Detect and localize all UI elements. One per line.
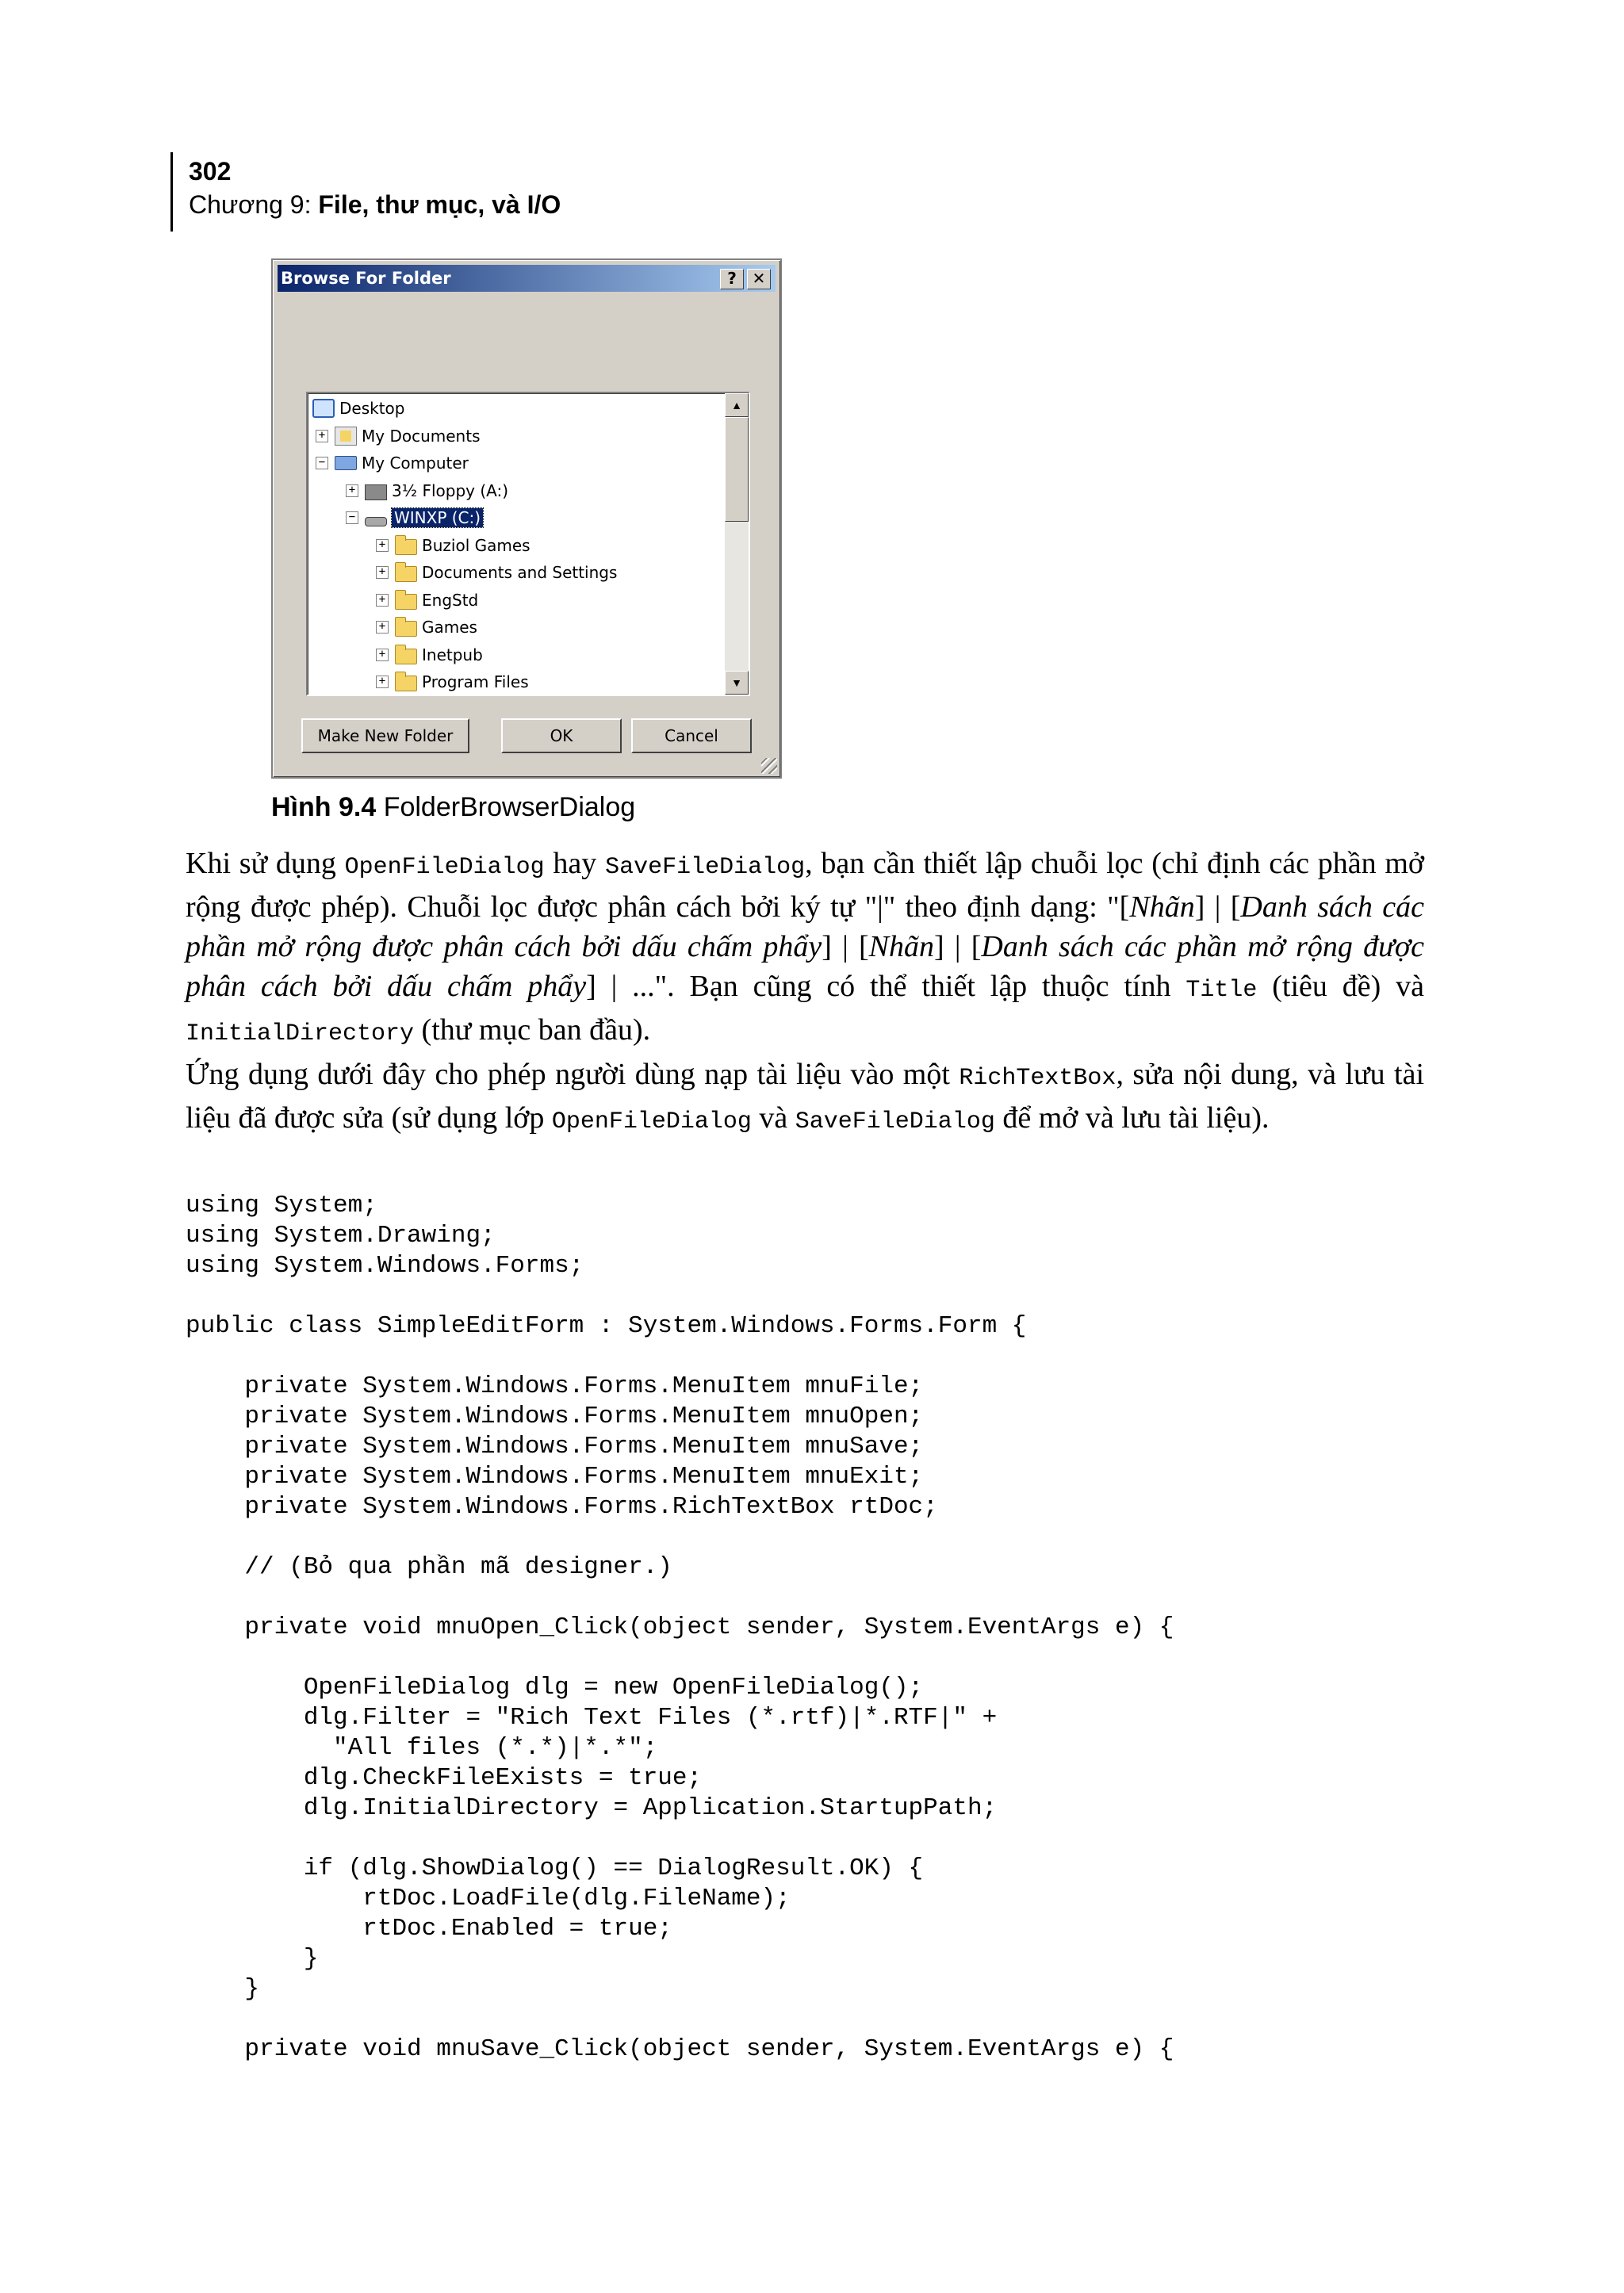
tree-item-label: My Computer xyxy=(362,454,469,473)
help-button[interactable]: ? xyxy=(720,269,744,289)
tree-item[interactable] xyxy=(316,423,480,450)
text-run: và xyxy=(751,1101,795,1135)
floppy-icon xyxy=(365,484,387,500)
dialog-titlebar xyxy=(278,265,776,292)
folder-icon xyxy=(395,621,417,637)
code-listing: using System; using System.Drawing; using System.Windows.Forms; public class SimpleEditForm : System.Windows.Forms.Form { private System.Windows.Forms.MenuItem mnuFile; private System.Windows.Forms.MenuItem mnuOpen; private System.Windows.Forms.MenuItem mnuSave; private System.Windows.Forms.MenuItem mnuExit; private System.Windows.Forms.RichTextBox rtDoc; // (Bỏ qua phần mã designer.) private void mnuOpen_Click(object sender, System.EventArgs e) { OpenFileDialog dlg = new OpenFileDialog(); dlg.Filter = "Rich Text Files (*.rtf)|*.RTF|" + "All files (*.*)|*.*"; dlg.CheckFileExists = true; dlg.InitialDirectory = Application.StartupPath; if (dlg.ShowDialog() == DialogResult.OK) { rtDoc.LoadFile(dlg.FileName); rtDoc.Enabled = true; } } private void mnuSave_Click(object sender, System.EventArgs e) { xyxy=(186,1192,1174,2063)
tree-item[interactable] xyxy=(376,641,483,668)
text-run: Khi sử dụng xyxy=(186,847,345,880)
chapter-title: File, thư mục, và I/O xyxy=(318,190,561,219)
tree-item[interactable] xyxy=(376,668,529,695)
make-new-folder-button[interactable]: Make New Folder xyxy=(301,718,469,753)
docs-icon xyxy=(335,427,357,446)
tree-item[interactable] xyxy=(376,587,478,614)
close-button[interactable]: ✕ xyxy=(747,269,771,289)
inline-code: SaveFileDialog xyxy=(795,1108,995,1135)
italic-text: Danh sách các phần mở rộng được phân cách bởi dấu chấm phẩy xyxy=(186,930,1424,1003)
cancel-button[interactable]: Cancel xyxy=(631,718,752,753)
browse-folder-dialog xyxy=(271,258,782,779)
text-run: , sửa nội dung, và lưu tài liệu đã được sửa (sử dụng lớp xyxy=(186,1058,1425,1135)
tree-item[interactable] xyxy=(312,395,404,422)
expand-icon[interactable]: + xyxy=(376,621,389,634)
inline-code: SaveFileDialog xyxy=(605,854,806,881)
caption-text: FolderBrowserDialog xyxy=(376,792,636,822)
text-run: ] | [ xyxy=(933,930,982,963)
inline-code: Title xyxy=(1185,977,1258,1004)
expand-icon[interactable]: + xyxy=(376,594,389,607)
inline-code: InitialDirectory xyxy=(186,1020,415,1047)
folder-icon xyxy=(395,539,417,555)
chapter-heading xyxy=(189,187,726,222)
tree-item-label: Games xyxy=(422,618,477,637)
inline-code: OpenFileDialog xyxy=(551,1108,752,1135)
text-run: (tiêu đề) và xyxy=(1257,970,1424,1003)
tree-item-label: Desktop xyxy=(339,399,405,418)
text-run: để mở và lưu tài liệu). xyxy=(994,1101,1270,1135)
folder-icon xyxy=(395,566,417,582)
dialog-title: Browse For Folder xyxy=(281,269,451,288)
page-header xyxy=(170,152,726,232)
tree-item-label: 3½ Floppy (A:) xyxy=(392,480,509,500)
tree-item[interactable] xyxy=(346,504,483,531)
text-run: Ứng dụng dưới đây cho phép người dùng nạp tài liệu vào một xyxy=(186,1058,959,1091)
text-run: ] | [ xyxy=(1194,890,1241,924)
expand-icon[interactable]: + xyxy=(376,539,389,552)
resize-grip-icon[interactable] xyxy=(761,758,777,774)
page-number: 302 xyxy=(189,157,232,186)
chapter-prefix: Chương 9: xyxy=(189,190,319,219)
collapse-icon[interactable]: − xyxy=(316,457,328,469)
scroll-down-arrow-icon[interactable]: ▼ xyxy=(725,671,749,695)
expand-icon[interactable]: + xyxy=(376,676,389,688)
inline-code: RichTextBox xyxy=(959,1065,1116,1092)
inline-code: OpenFileDialog xyxy=(344,854,545,881)
folder-icon xyxy=(395,676,417,691)
text-run: (thư mục ban đầu). xyxy=(414,1013,651,1047)
italic-text: Nhãn xyxy=(1129,890,1195,924)
scroll-up-arrow-icon[interactable]: ▲ xyxy=(725,393,749,417)
tree-item-label: Buziol Games xyxy=(422,535,530,555)
scroll-thumb[interactable] xyxy=(725,417,749,522)
tree-item-label: Program Files xyxy=(422,672,529,691)
tree-item-label: WINXP (C:) xyxy=(392,508,483,527)
folder-icon xyxy=(395,649,417,664)
expand-icon[interactable]: + xyxy=(376,649,389,661)
folder-icon xyxy=(395,594,417,610)
collapse-icon[interactable]: − xyxy=(346,511,358,524)
tree-item[interactable] xyxy=(316,450,469,477)
drive-icon xyxy=(365,517,387,526)
tree-item[interactable] xyxy=(376,559,617,586)
tree-item[interactable] xyxy=(376,532,530,559)
paragraph-filter-explanation xyxy=(186,844,1424,1054)
figure-caption xyxy=(271,790,635,825)
tree-item-label: Documents and Settings xyxy=(422,563,618,582)
expand-icon[interactable]: + xyxy=(346,484,358,497)
expand-icon[interactable]: + xyxy=(376,566,389,579)
desktop-icon xyxy=(312,399,335,418)
tree-item[interactable] xyxy=(346,477,508,504)
tree-item-label: EngStd xyxy=(422,590,479,610)
paragraph-app-intro xyxy=(186,1055,1424,1142)
caption-label: Hình 9.4 xyxy=(271,792,377,822)
text-run: , bạn cần thiết lập chuỗi lọc (chỉ định các phần mở rộng được phép). Chuỗi lọc được phân cách bởi ký tự "|" theo định dạng: "[ xyxy=(186,847,1424,924)
italic-text: Nhãn xyxy=(868,930,934,963)
text-run: ] | ...". Bạn cũng có thể thiết lập thuộc tính xyxy=(586,970,1186,1003)
text-run: hay xyxy=(544,847,606,880)
tree-item-label: Inetpub xyxy=(422,645,483,664)
ok-button[interactable]: OK xyxy=(501,718,622,753)
computer-icon xyxy=(335,456,357,470)
text-run: ] | [ xyxy=(822,930,869,963)
italic-text: Danh sách các phần mở rộng được phân cách bởi dấu chấm phẩy xyxy=(186,890,1424,963)
tree-item[interactable] xyxy=(376,614,477,641)
expand-icon[interactable]: + xyxy=(316,430,328,442)
tree-item-label: My Documents xyxy=(362,426,481,446)
folder-tree[interactable] xyxy=(306,392,750,696)
tree-scrollbar[interactable] xyxy=(725,393,749,695)
